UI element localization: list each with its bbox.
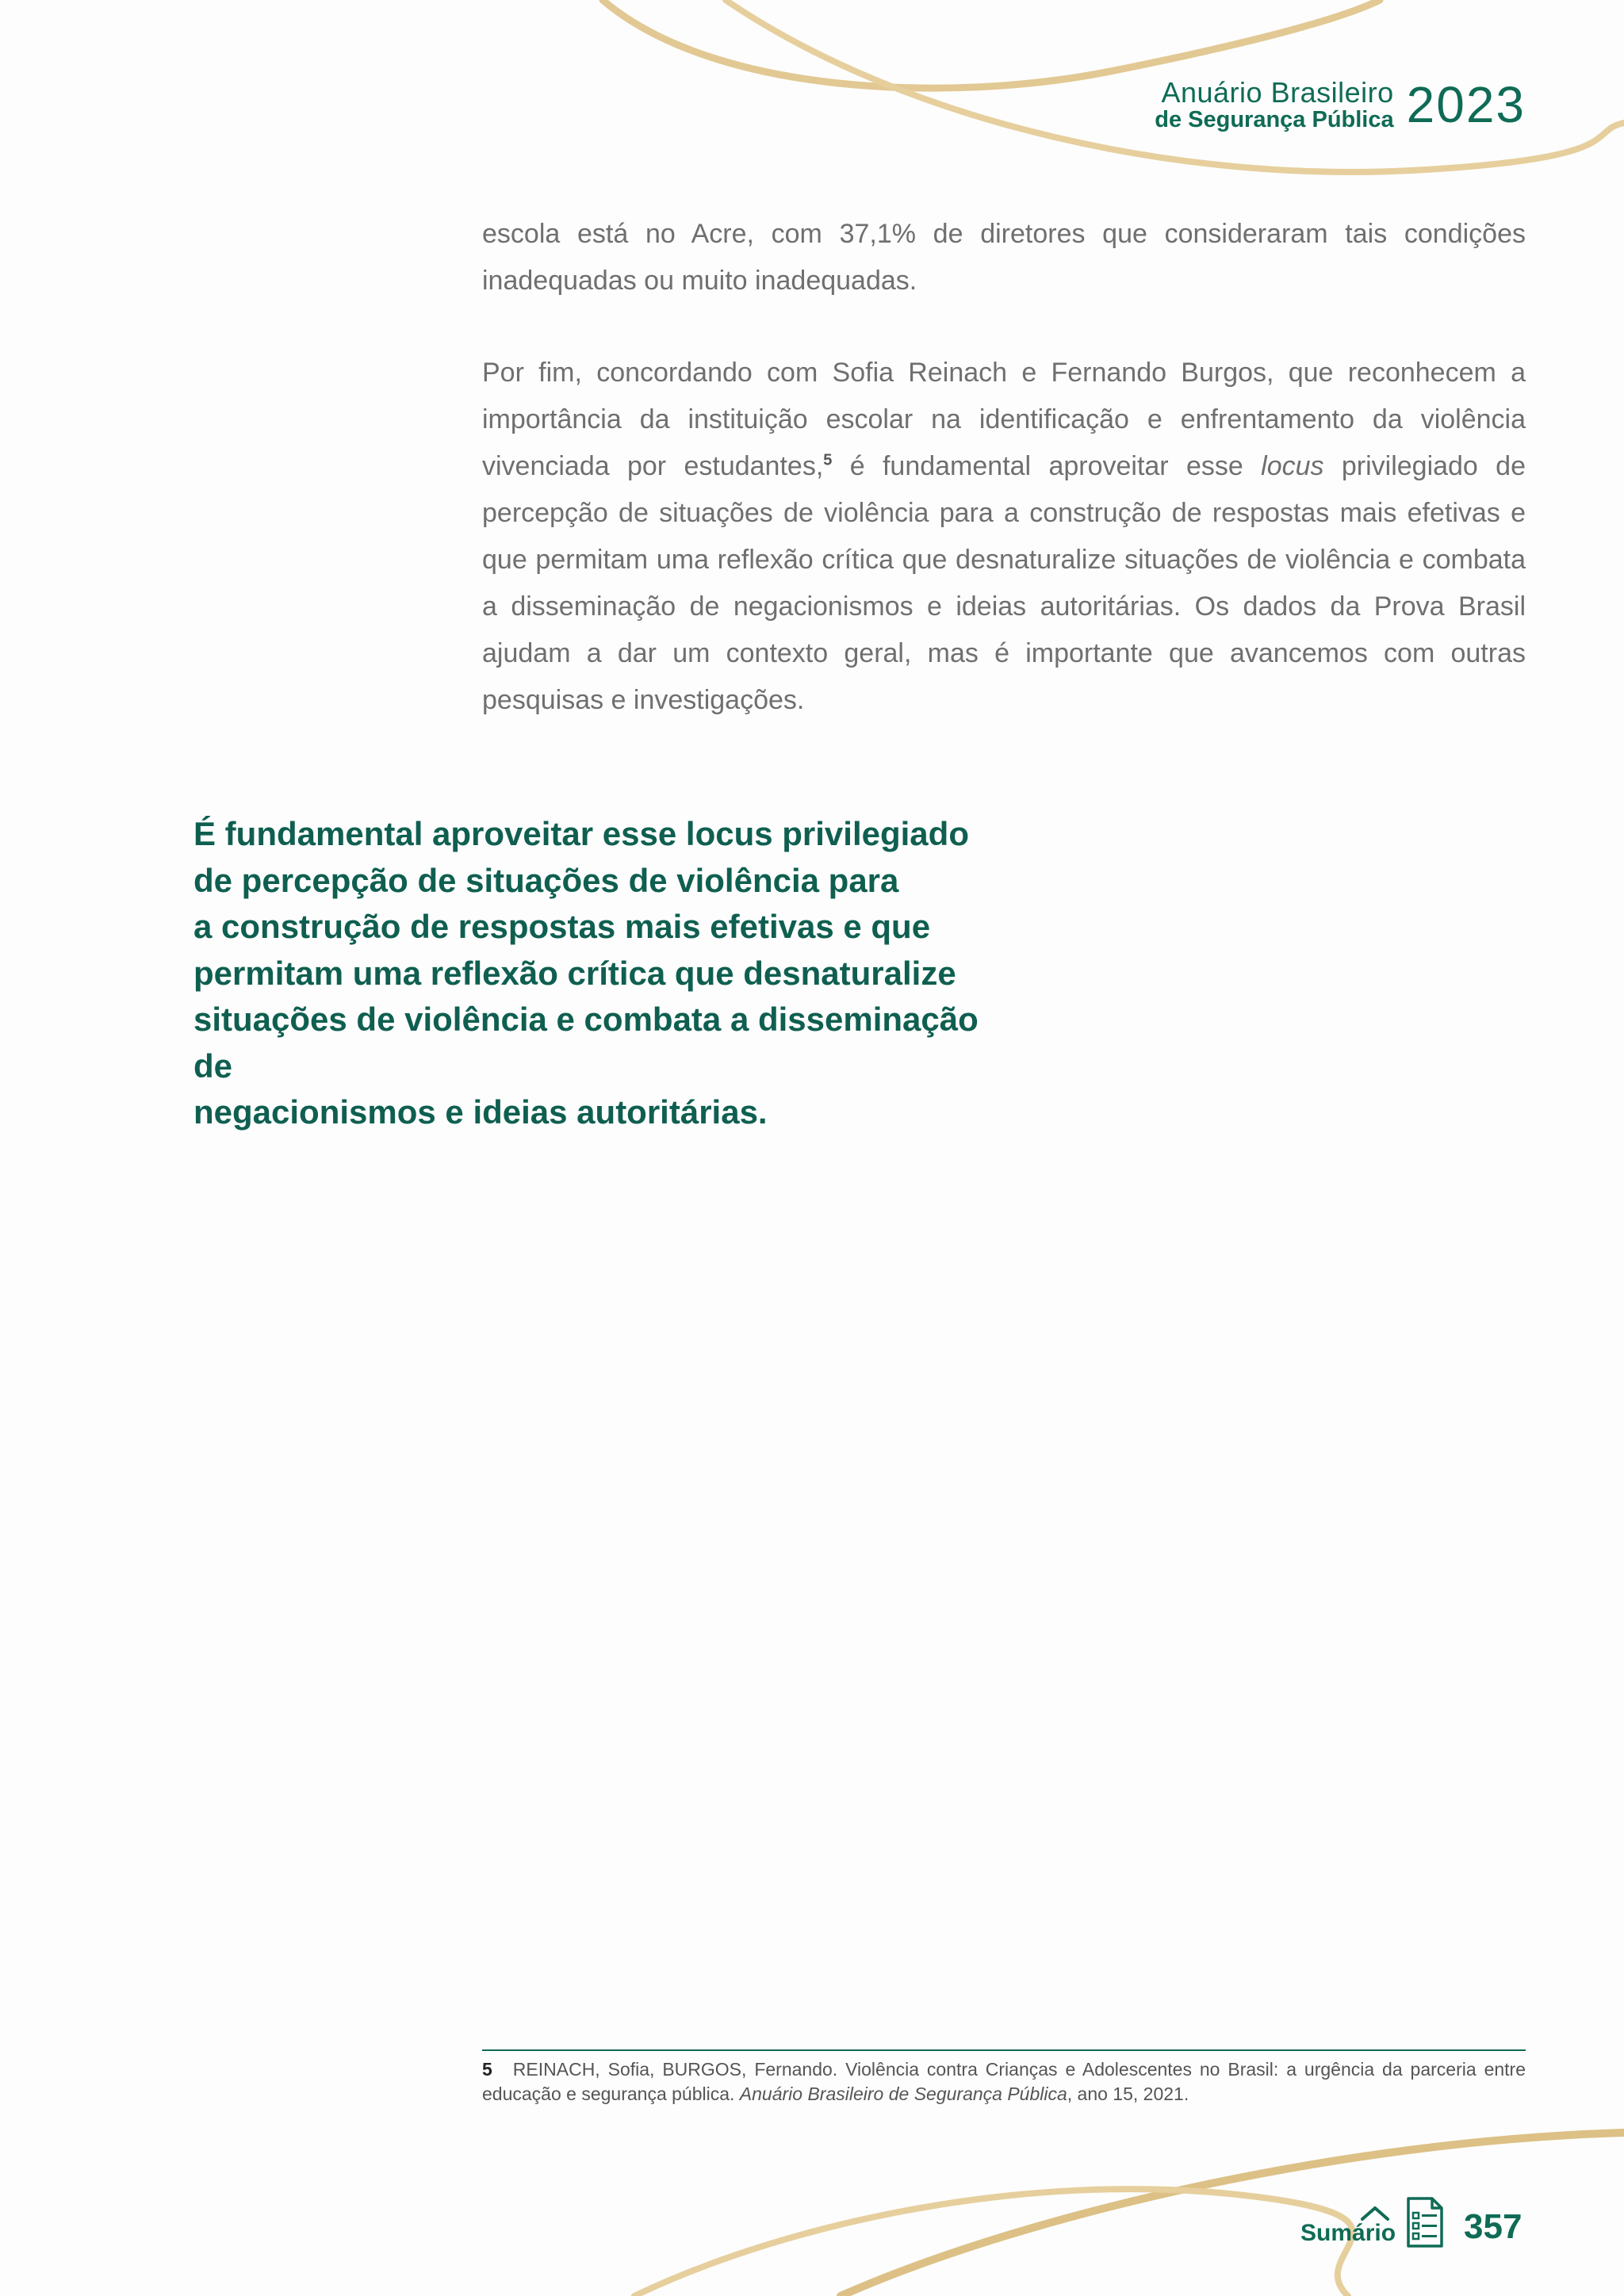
footnote-divider bbox=[482, 2049, 1526, 2051]
footnote-5 bbox=[482, 2057, 1526, 2107]
sumario-label-text: Sumário bbox=[1300, 2220, 1396, 2246]
brand-line-1: Anuário Brasileiro bbox=[1161, 75, 1394, 109]
chevron-up-icon bbox=[1359, 2204, 1391, 2221]
paragraph-2-text-a: Por fim, concordando com Sofia Reinach e Fernando Burgos, que reconhecem a importância da instituição escolar na identificação e enfrentamento da violência vivenciada por estudantes, bbox=[482, 358, 1526, 481]
footnote-text-a: REINACH, Sofia, BURGOS, Fernando. Violência contra Crianças e Adolescentes no Brasil: a urgência da parceria entre educação e segurança pública. bbox=[482, 2059, 1526, 2104]
article-body bbox=[482, 211, 1526, 724]
pull-quote-line: situações de violência e combata a disseminação de bbox=[193, 1001, 979, 1085]
paragraph-2-italic-locus: locus bbox=[1261, 451, 1324, 481]
pull-quote-line: a construção de respostas mais efetivas e que bbox=[193, 908, 931, 945]
paragraph-1: escola está no Acre, com 37,1% de diretores que consideraram tais condições inadequadas ou muito inadequadas. bbox=[482, 219, 1526, 296]
paragraph-2-text-c: privilegiado de percepção de situações de violência para a construção de respostas mais efetivas e que permitam uma reflexão crítica que desnaturalize situações de violência e combata a disseminação de negacionismos e ideias autoritárias. Os dados da Prova Brasil ajudam a dar um contexto geral, mas é importante que avancemos com outras pesquisas e investigações. bbox=[482, 451, 1526, 715]
pull-quote-line: É fundamental aproveitar esse locus privilegiado bbox=[193, 815, 969, 852]
paragraph-2-text-b: é fundamental aproveitar esse bbox=[832, 451, 1262, 481]
footnote-ref-5[interactable]: 5 bbox=[823, 451, 833, 469]
footnote-text-b: , ano 15, 2021. bbox=[1067, 2084, 1189, 2104]
pull-quote-line: permitam uma reflexão crítica que desnaturalize bbox=[193, 954, 956, 992]
sumario-label[interactable] bbox=[1300, 2220, 1396, 2247]
publication-brand bbox=[1155, 73, 1526, 136]
pull-quote-line: de percepção de situações de violência para bbox=[193, 861, 899, 899]
footnote-italic-title: Anuário Brasileiro de Segurança Pública bbox=[739, 2084, 1067, 2104]
pull-quote-line: negacionismos e ideias autoritárias. bbox=[193, 1093, 768, 1131]
paragraph-2 bbox=[482, 350, 1526, 724]
footnote-number: 5 bbox=[482, 2059, 492, 2080]
pull-quote bbox=[193, 811, 986, 1136]
sumario-link[interactable] bbox=[1300, 2196, 1445, 2248]
brand-line-2: de Segurança Pública bbox=[1155, 106, 1394, 132]
document-list-icon[interactable] bbox=[1405, 2196, 1445, 2248]
page-number: 357 bbox=[1464, 2207, 1522, 2246]
brand-year: 2023 bbox=[1406, 76, 1526, 133]
brand-title bbox=[1155, 75, 1394, 132]
